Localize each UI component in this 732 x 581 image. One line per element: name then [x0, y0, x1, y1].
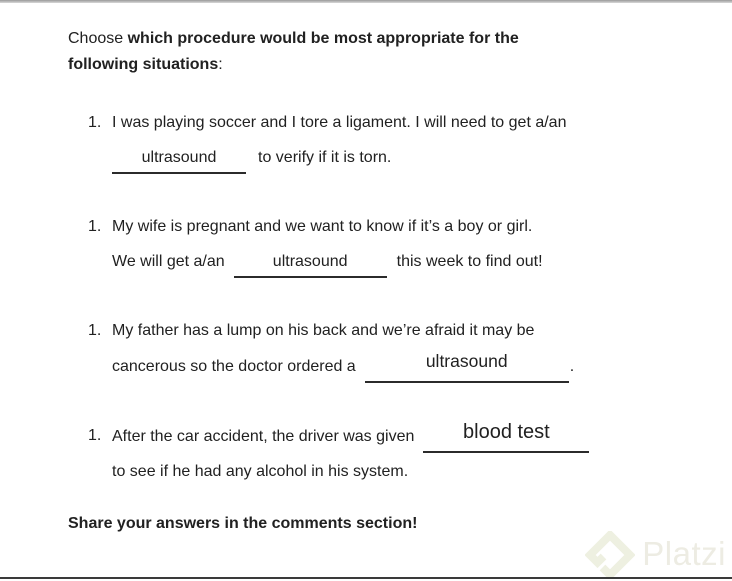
question-4-line-1 — [112, 418, 732, 454]
platzi-logo-text: Platzi — [642, 534, 726, 572]
question-text: to verify if it is torn. — [258, 149, 392, 166]
share-answers-cta: Share your answers in the comments section! — [68, 515, 418, 532]
question-2-line-2 — [112, 244, 732, 279]
question-2-line-1 — [112, 209, 732, 244]
answer-blank — [234, 244, 387, 279]
answer-blank — [112, 140, 246, 175]
question-3-line-1 — [112, 313, 732, 348]
answer-text: ultrasound — [425, 351, 508, 371]
question-item-3 — [68, 313, 732, 384]
question-3-line-2 — [112, 348, 732, 384]
question-1-line-1 — [112, 105, 732, 140]
platzi-logo-icon — [585, 531, 635, 579]
list-number: 1. — [88, 218, 102, 235]
question-text: My father has a lump on his back and we’re afraid it may be — [112, 322, 535, 339]
answer-text: ultrasound — [272, 253, 348, 270]
bottom-border-line — [0, 577, 732, 579]
question-text: . — [569, 358, 575, 375]
instructions-heading — [68, 26, 732, 78]
question-text: After the car accident, the driver was given — [112, 428, 415, 445]
list-number: 1. — [88, 322, 102, 339]
answer-text: blood test — [463, 421, 550, 443]
top-border-line — [0, 0, 732, 3]
heading-bold-line1: which procedure would be most appropriate for the — [127, 30, 519, 47]
answer-blank — [365, 348, 569, 384]
question-text: this week to find out! — [396, 253, 543, 270]
question-text: We will get a/an — [112, 253, 225, 270]
question-item-1 — [68, 105, 732, 175]
answer-text: ultrasound — [141, 149, 217, 166]
list-number: 1. — [88, 114, 102, 131]
platzi-watermark — [585, 531, 726, 579]
list-number: 1. — [88, 427, 102, 444]
heading-colon: : — [218, 56, 223, 73]
question-text: My wife is pregnant and we want to know if it’s a boy or girl. — [112, 218, 533, 235]
question-4-line-2 — [112, 454, 732, 489]
question-text: cancerous so the doctor ordered a — [112, 358, 356, 375]
answer-blank — [423, 418, 589, 454]
heading-bold-line2: following situations — [68, 56, 219, 73]
question-text: I was playing soccer and I tore a ligament. I will need to get a/an — [112, 114, 567, 131]
heading-regular-text: Choose — [68, 30, 128, 47]
question-item-2 — [68, 209, 732, 279]
question-item-4 — [68, 418, 732, 489]
question-text: to see if he had any alcohol in his system. — [112, 463, 409, 480]
question-1-line-2 — [112, 140, 732, 175]
